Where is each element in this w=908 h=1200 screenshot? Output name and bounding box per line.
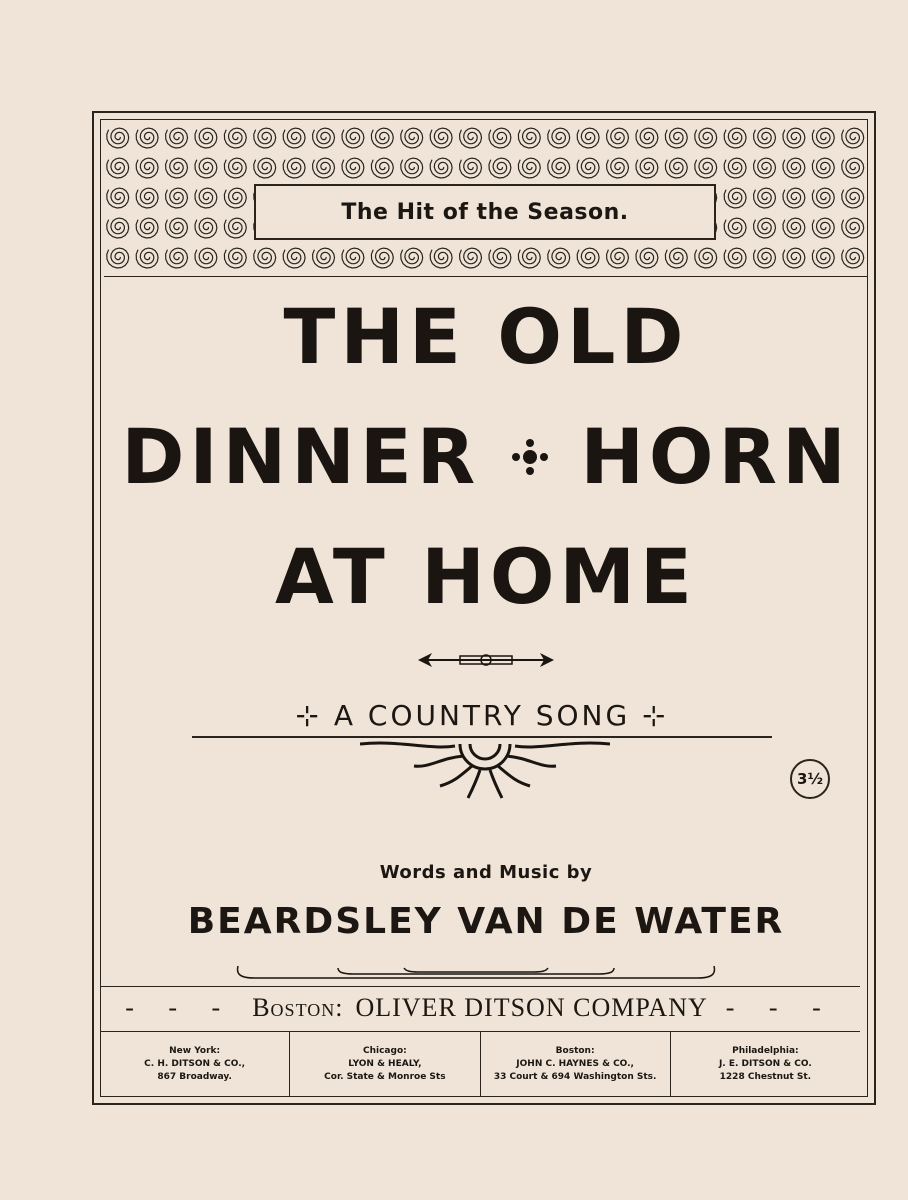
branch-office xyxy=(671,1032,860,1096)
spiral-motif xyxy=(224,188,246,208)
branch-firm: JOHN C. HAYNES & CO., xyxy=(516,1058,634,1069)
spiral-motif xyxy=(107,218,129,238)
rule-top-publisher xyxy=(100,986,860,987)
spiral-motif xyxy=(430,128,452,148)
branch-firm: J. E. DITSON & CO. xyxy=(718,1058,812,1069)
spiral-motif xyxy=(460,248,482,268)
subtitle xyxy=(192,700,772,738)
spiral-motif xyxy=(812,158,834,178)
spiral-motif xyxy=(166,158,188,178)
spiral-motif xyxy=(430,158,452,178)
spiral-motif xyxy=(401,128,423,148)
spiral-motif xyxy=(812,248,834,268)
spiral-motif xyxy=(724,158,746,178)
spiral-motif xyxy=(695,128,717,148)
branch-address: 867 Broadway. xyxy=(157,1071,232,1082)
spiral-motif xyxy=(754,158,776,178)
spiral-motif xyxy=(136,248,158,268)
branch-firm: LYON & HEALY, xyxy=(348,1058,422,1069)
spiral-motif xyxy=(166,188,188,208)
spiral-motif xyxy=(313,248,335,268)
spiral-motif xyxy=(724,188,746,208)
spiral-motif xyxy=(107,128,129,148)
spiral-motif xyxy=(577,248,599,268)
branch-city: Chicago: xyxy=(363,1045,407,1056)
spiral-motif xyxy=(842,218,864,238)
spiral-motif xyxy=(224,128,246,148)
spiral-motif xyxy=(195,248,217,268)
spiral-motif xyxy=(283,158,305,178)
spiral-motif xyxy=(548,158,570,178)
composer-name: BEARDSLEY VAN DE WATER xyxy=(187,901,785,942)
spiral-motif xyxy=(136,188,158,208)
spiral-motif xyxy=(342,128,364,148)
spiral-motif xyxy=(783,248,805,268)
spiral-motif xyxy=(548,128,570,148)
spiral-motif xyxy=(754,128,776,148)
spiral-motif xyxy=(313,128,335,148)
branch-address: 1228 Chestnut St. xyxy=(719,1071,812,1082)
spiral-motif xyxy=(283,128,305,148)
branch-office xyxy=(100,1032,290,1096)
spiral-motif xyxy=(665,248,687,268)
title-word-dinner: DINNER xyxy=(121,412,481,501)
arrow-ornament-icon xyxy=(416,648,556,672)
branch-office xyxy=(481,1032,671,1096)
spiral-motif xyxy=(842,248,864,268)
bracket-flourish-icon xyxy=(234,964,718,980)
spiral-motif xyxy=(489,248,511,268)
spiral-motif xyxy=(283,248,305,268)
branch-firm: C. H. DITSON & CO., xyxy=(144,1058,246,1069)
spiral-motif xyxy=(783,218,805,238)
spiral-motif xyxy=(489,158,511,178)
spiral-motif xyxy=(842,128,864,148)
spiral-motif xyxy=(754,248,776,268)
title-line-3: AT HOME xyxy=(275,532,697,621)
spiral-motif xyxy=(136,128,158,148)
banner-text: The Hit of the Season. xyxy=(341,199,629,225)
spiral-motif xyxy=(195,128,217,148)
sunburst-ornament-icon xyxy=(360,740,610,802)
spiral-motif xyxy=(783,128,805,148)
spiral-motif xyxy=(665,158,687,178)
branch-city: New York: xyxy=(169,1045,221,1056)
branch-offices xyxy=(100,1031,860,1097)
spiral-motif xyxy=(254,158,276,178)
publisher-dashes-right: - - - xyxy=(725,993,835,1022)
spiral-motif xyxy=(518,158,540,178)
spiral-motif xyxy=(754,188,776,208)
spiral-motif xyxy=(636,158,658,178)
spiral-motif xyxy=(607,248,629,268)
spiral-motif xyxy=(489,128,511,148)
title-line-2 xyxy=(104,412,868,502)
spiral-motif xyxy=(607,128,629,148)
spiral-motif xyxy=(254,248,276,268)
spiral-motif xyxy=(342,158,364,178)
quatrefoil-ornament-icon xyxy=(508,435,552,479)
banner xyxy=(254,184,716,240)
spiral-motif xyxy=(665,128,687,148)
spiral-motif xyxy=(783,188,805,208)
spiral-motif xyxy=(401,158,423,178)
spiral-motif xyxy=(224,248,246,268)
spiral-motif xyxy=(812,218,834,238)
spiral-motif xyxy=(401,248,423,268)
spiral-motif xyxy=(195,218,217,238)
spiral-motif xyxy=(460,158,482,178)
publisher-line xyxy=(100,988,860,1028)
spiral-motif xyxy=(195,158,217,178)
spiral-motif xyxy=(695,158,717,178)
title-line-1: THE OLD xyxy=(283,292,689,381)
publisher-city: Boston: xyxy=(252,993,344,1022)
spiral-motif xyxy=(430,248,452,268)
spiral-motif xyxy=(166,218,188,238)
spiral-motif xyxy=(812,188,834,208)
spiral-motif xyxy=(195,188,217,208)
spiral-motif xyxy=(754,218,776,238)
spiral-motif xyxy=(224,158,246,178)
spiral-motif xyxy=(842,158,864,178)
publisher-dashes-left: - - - xyxy=(125,993,235,1022)
spiral-motif xyxy=(313,158,335,178)
spiral-motif xyxy=(136,218,158,238)
spiral-motif xyxy=(166,248,188,268)
spiral-motif xyxy=(724,218,746,238)
publisher-name: OLIVER DITSON COMPANY xyxy=(355,993,708,1022)
spiral-motif xyxy=(254,128,276,148)
spiral-motif xyxy=(518,128,540,148)
spiral-motif xyxy=(812,128,834,148)
subtitle-text: A COUNTRY SONG xyxy=(333,699,631,732)
spiral-motif xyxy=(695,248,717,268)
spiral-motif xyxy=(107,248,129,268)
spiral-motif xyxy=(724,248,746,268)
spiral-motif xyxy=(518,248,540,268)
spiral-motif xyxy=(460,128,482,148)
subtitle-right-flourish-icon: ⊹ xyxy=(642,699,669,732)
spiral-motif xyxy=(842,188,864,208)
credit-label: Words and Music by xyxy=(379,862,593,883)
branch-address: 33 Court & 694 Washington Sts. xyxy=(493,1071,657,1082)
spiral-motif xyxy=(783,158,805,178)
price-badge: 3½ xyxy=(790,759,830,799)
spiral-motif xyxy=(107,158,129,178)
spiral-motif xyxy=(224,218,246,238)
spiral-motif xyxy=(342,248,364,268)
spiral-motif xyxy=(636,248,658,268)
spiral-motif xyxy=(548,248,570,268)
branch-office xyxy=(290,1032,480,1096)
spiral-motif xyxy=(371,158,393,178)
spiral-motif xyxy=(136,158,158,178)
spiral-motif xyxy=(724,128,746,148)
spiral-motif xyxy=(577,158,599,178)
spiral-motif xyxy=(577,128,599,148)
spiral-motif xyxy=(607,158,629,178)
branch-city: Philadelphia: xyxy=(732,1045,799,1056)
spiral-motif xyxy=(107,188,129,208)
branch-city: Boston: xyxy=(555,1045,595,1056)
spiral-motif xyxy=(371,248,393,268)
branch-address: Cor. State & Monroe Sts xyxy=(324,1071,446,1082)
spiral-motif xyxy=(371,128,393,148)
subtitle-left-flourish-icon: ⊹ xyxy=(295,699,322,732)
spiral-motif xyxy=(636,128,658,148)
spiral-motif xyxy=(166,128,188,148)
title-word-horn: HORN xyxy=(580,412,851,501)
